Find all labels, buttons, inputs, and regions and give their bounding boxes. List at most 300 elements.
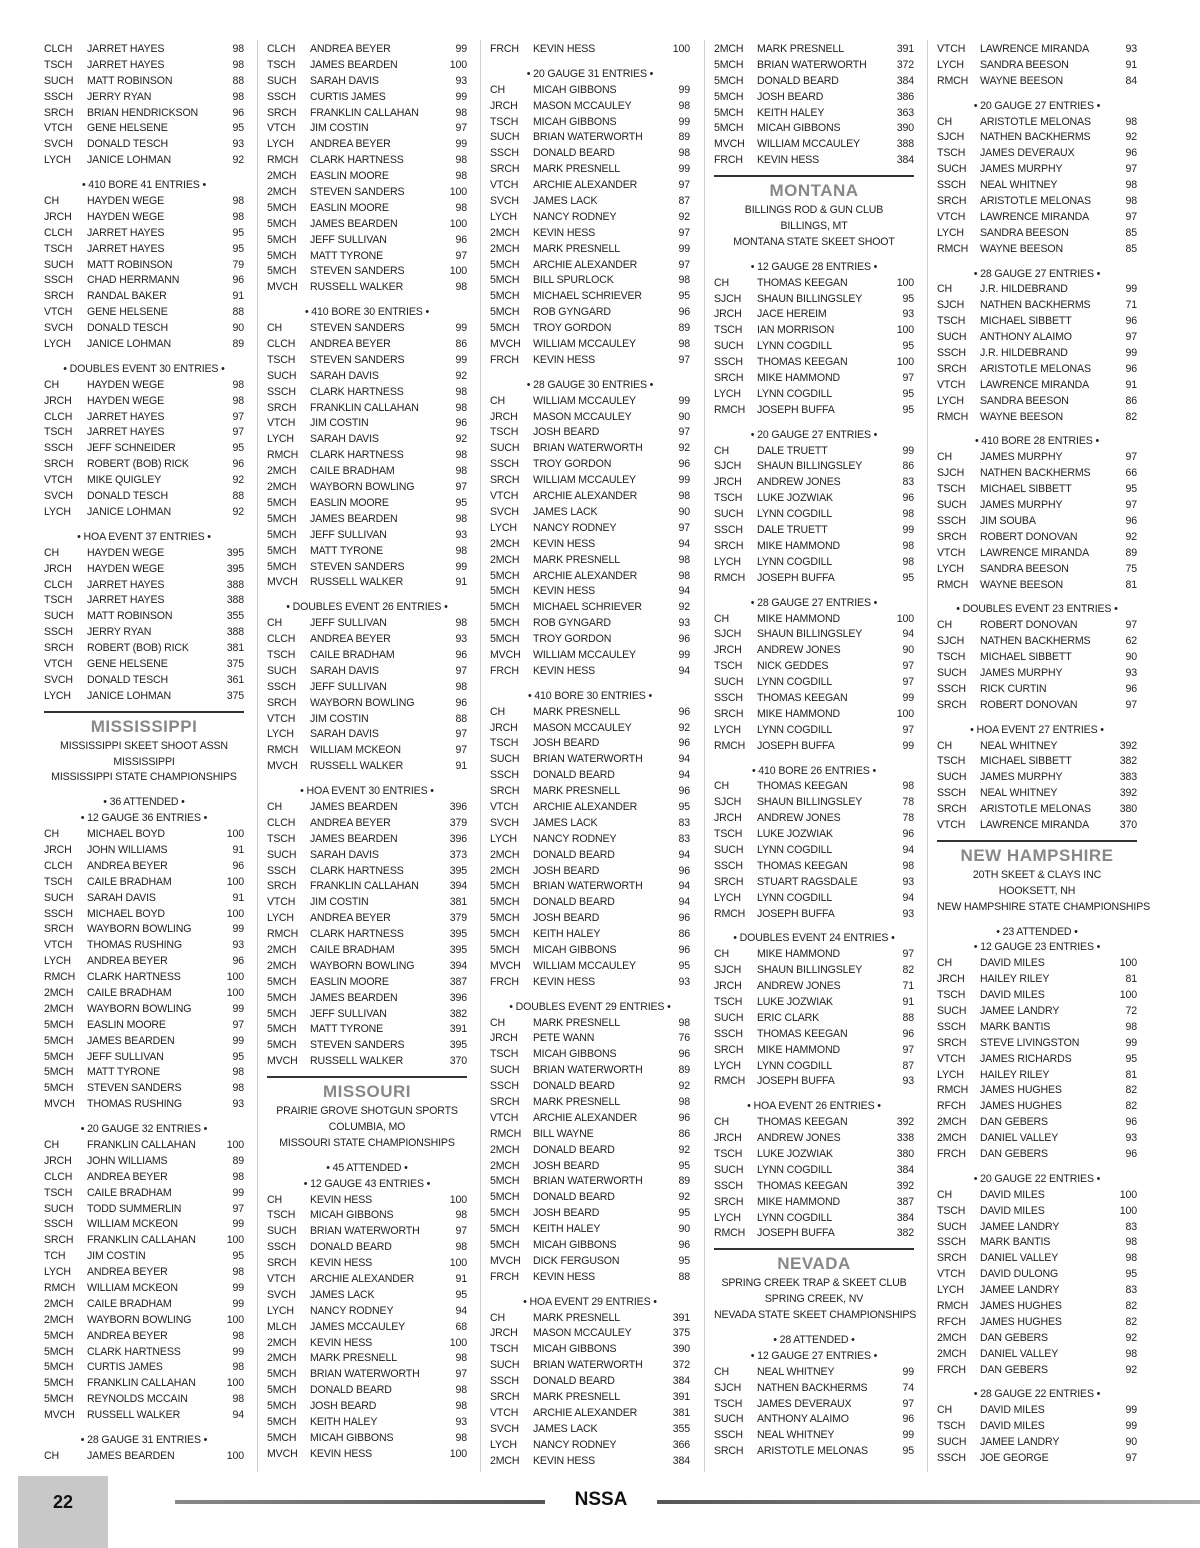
score: 94 (902, 628, 914, 641)
result-row (937, 1068, 1137, 1084)
result-row (937, 1315, 1137, 1331)
score: 97 (1125, 210, 1137, 223)
spacer (714, 251, 914, 260)
result-row (937, 562, 1137, 578)
score: 97 (1125, 163, 1137, 176)
class-code: SRCH (490, 474, 520, 487)
shooter-name: RUSSELL WALKER (310, 281, 404, 294)
shooter-name: DAVID MILES (980, 957, 1045, 970)
spacer (937, 258, 1137, 267)
result-row (937, 1188, 1137, 1204)
score: 100 (449, 186, 467, 199)
score: 375 (226, 657, 244, 670)
result-row (44, 489, 244, 505)
class-code: CH (937, 1188, 953, 1201)
class-code: RMCH (937, 1300, 969, 1313)
score: 97 (902, 660, 914, 673)
class-code: LYCH (44, 154, 71, 167)
shooter-name: JOSEPH BUFFA (757, 403, 835, 416)
event-header: • 12 GAUGE 36 ENTRIES • (80, 812, 208, 825)
score: 93 (1125, 43, 1137, 55)
score: 95 (1125, 1052, 1137, 1065)
result-row (490, 162, 690, 178)
shoot-info: PRAIRIE GROVE SHOTGUN SPORTS (276, 1105, 458, 1118)
shooter-name: MARK PRESNELL (533, 1391, 620, 1404)
score: 95 (678, 290, 690, 303)
class-code: TSCH (267, 58, 296, 71)
shooter-name: BRIAN WATERWORTH (533, 442, 643, 455)
result-row (937, 1419, 1137, 1435)
shooter-name: RUSSELL WALKER (310, 576, 404, 589)
result-row (267, 401, 467, 417)
result-row (490, 784, 690, 800)
result-row (937, 956, 1137, 972)
shooter-name: GENE HELSENE (87, 306, 168, 319)
shooter-name: ROBERT DONOVAN (980, 530, 1078, 543)
shoot-info: MISSISSIPPI (113, 755, 175, 768)
shooter-name: BRIAN WATERWORTH (533, 1064, 643, 1077)
shooter-name: WILLIAM MCKEON (310, 744, 401, 757)
result-row (490, 1270, 690, 1286)
shooter-name: HAYDEN WEGE (87, 378, 165, 391)
result-row (490, 321, 690, 337)
result-row (44, 1202, 244, 1218)
class-code: VTCH (937, 210, 966, 223)
result-row (267, 1288, 467, 1304)
score: 87 (902, 1059, 914, 1072)
shooter-name: ANDREW JONES (757, 980, 841, 993)
result-row (267, 416, 467, 432)
shooter-name: MICHAEL BOYD (87, 828, 165, 841)
class-code: 5MCH (44, 1377, 74, 1390)
shooter-name: STEVEN SANDERS (310, 265, 405, 278)
score: 98 (455, 449, 467, 462)
class-code: LYCH (714, 1059, 741, 1072)
shooter-name: DONALD BEARD (533, 1143, 615, 1156)
shooter-name: JOSH BEARD (533, 1207, 600, 1220)
shooter-name: LUKE JOZWIAK (757, 492, 833, 505)
shooter-name: NEAL WHITNEY (980, 179, 1058, 192)
shooter-name: WAYNE BEESON (980, 74, 1063, 87)
score: 98 (455, 1431, 467, 1444)
result-row (490, 337, 690, 353)
result-row (714, 1365, 914, 1381)
shooter-name: DONALD BEARD (533, 1080, 615, 1093)
score: 98 (232, 1082, 244, 1095)
class-code: TSCH (937, 1420, 966, 1433)
shooter-name: WILLIAM MCCAULEY (533, 648, 636, 661)
score: 97 (455, 481, 467, 494)
shooter-name: CAILE BRADHAM (310, 465, 395, 478)
class-code: FRCH (490, 664, 519, 677)
class-code: VTCH (490, 179, 519, 192)
column-2 (267, 42, 467, 1463)
score: 96 (678, 458, 690, 471)
shooter-name: RUSSELL WALKER (310, 760, 404, 773)
class-code: 2MCH (937, 1116, 967, 1129)
shooter-name: SANDRA BEESON (980, 226, 1069, 239)
shooter-name: BRIAN WATERWORTH (757, 58, 867, 71)
spacer (490, 680, 690, 689)
spacer (714, 1324, 914, 1333)
result-row (490, 210, 690, 226)
result-row (937, 1147, 1137, 1163)
score: 100 (226, 1139, 244, 1151)
class-code: SUCH (44, 74, 74, 87)
shooter-name: SHAUN BILLINGSLEY (757, 460, 863, 473)
score: 96 (902, 1413, 914, 1426)
spacer (267, 591, 467, 600)
class-code: 2MCH (937, 1331, 967, 1344)
result-row (267, 544, 467, 560)
class-code: CH (44, 195, 60, 208)
score: 370 (449, 1055, 467, 1068)
class-code: VTCH (937, 378, 966, 391)
shooter-name: ARCHIE ALEXANDER (533, 490, 638, 503)
class-code: LYCH (714, 723, 741, 736)
result-row (267, 201, 467, 217)
class-code: VTCH (44, 939, 73, 952)
class-code: 2MCH (267, 959, 297, 972)
shooter-name: BILL WAYNE (533, 1127, 594, 1140)
result-row (714, 74, 914, 90)
class-code: 5MCH (490, 928, 520, 941)
shooter-name: SARAH DAVIS (310, 664, 379, 677)
score: 97 (678, 179, 690, 192)
class-code: TSCH (937, 315, 966, 328)
result-row (714, 947, 914, 963)
class-code: TSCH (714, 324, 743, 337)
shooter-name: ERIC CLARK (757, 1011, 820, 1024)
class-code: TSCH (714, 660, 743, 673)
score: 95 (678, 800, 690, 813)
score: 99 (902, 691, 914, 704)
score: 91 (232, 891, 244, 904)
score: 95 (232, 226, 244, 239)
class-code: SVCH (490, 505, 519, 518)
score: 98 (232, 378, 244, 391)
result-row (714, 491, 914, 507)
result-row (490, 178, 690, 194)
result-row (714, 1059, 914, 1075)
shooter-name: ANDREW JONES (757, 644, 841, 657)
score: 383 (1119, 771, 1137, 784)
result-row (937, 146, 1137, 162)
score: 91 (902, 995, 914, 1008)
score: 96 (678, 737, 690, 750)
shooter-name: KEVIN HESS (533, 664, 596, 677)
score: 89 (232, 338, 244, 351)
class-code: SRCH (714, 1195, 744, 1208)
shooter-name: ARCHIE ALEXANDER (533, 179, 638, 192)
class-code: 5MCH (267, 496, 297, 509)
shooter-name: ROBERT (BOB) RICK (87, 458, 189, 471)
score: 98 (455, 170, 467, 183)
shooter-name: MICHAEL SIBBETT (980, 755, 1072, 768)
shooter-name: LAWRENCE MIRANDA (980, 546, 1090, 559)
result-row (267, 991, 467, 1007)
score: 338 (896, 1132, 914, 1145)
class-code: CH (937, 739, 953, 752)
result-row (714, 1195, 914, 1211)
shooter-name: JAMES RICHARDS (980, 1052, 1072, 1065)
result-row (44, 505, 244, 521)
class-code: MVCH (490, 1254, 521, 1267)
result-row (937, 1220, 1137, 1236)
shooter-name: JIM COSTIN (310, 417, 369, 430)
result-row (937, 1204, 1137, 1220)
score: 100 (896, 324, 914, 337)
shooter-name: LYNN COGDILL (757, 1211, 833, 1224)
result-row (44, 321, 244, 337)
class-code: SRCH (714, 539, 744, 552)
shooter-name: ARCHIE ALEXANDER (533, 258, 638, 271)
result-row (267, 217, 467, 233)
shooter-name: KEVIN HESS (533, 1454, 596, 1467)
score: 97 (455, 1225, 467, 1238)
result-row (44, 1170, 244, 1186)
shooter-name: SHAUN BILLINGSLEY (757, 628, 863, 641)
result-row (267, 1054, 467, 1070)
result-row (44, 457, 244, 473)
shooter-name: SHAUN BILLINGSLEY (757, 292, 863, 305)
class-code: SRCH (714, 372, 744, 385)
score: 99 (232, 1345, 244, 1358)
shooter-name: DONALD TESCH (87, 673, 169, 686)
score: 71 (902, 980, 914, 993)
class-code: VTCH (44, 474, 73, 487)
score: 99 (902, 444, 914, 457)
shooter-name: HAYDEN WEGE (87, 195, 165, 208)
shooter-name: JEFF SULLIVAN (310, 617, 387, 630)
shooter-name: HAILEY RILEY (980, 1068, 1050, 1081)
shooter-name: EASLIN MOORE (310, 201, 389, 214)
result-row (44, 1002, 244, 1018)
result-row (490, 816, 690, 832)
class-code: RMCH (714, 739, 746, 752)
class-code: JRCH (44, 562, 72, 575)
class-code: SSCH (267, 680, 296, 693)
score: 98 (1125, 115, 1137, 128)
result-row (267, 1431, 467, 1447)
result-row (267, 1256, 467, 1272)
score: 82 (902, 964, 914, 977)
shooter-name: STEVE LIVINGSTON (980, 1036, 1080, 1049)
result-row (490, 353, 690, 369)
result-row (490, 289, 690, 305)
class-code: SUCH (267, 848, 297, 861)
class-code: MVCH (44, 1098, 75, 1111)
result-row (937, 450, 1137, 466)
score: 94 (678, 896, 690, 909)
score: 92 (1125, 530, 1137, 543)
class-code: SSCH (937, 787, 966, 800)
score: 93 (232, 939, 244, 952)
event-header: • HOA EVENT 26 ENTRIES • (747, 1100, 881, 1113)
shooter-name: DONALD BEARD (533, 848, 615, 861)
result-row (44, 593, 244, 609)
shooter-name: MATT TYRONE (310, 544, 384, 557)
score: 96 (678, 633, 690, 646)
class-code: SUCH (714, 1413, 744, 1426)
result-row (267, 496, 467, 512)
shooter-name: MARK PRESNELL (310, 1352, 397, 1365)
class-code: 2MCH (267, 465, 297, 478)
shooter-name: JANICE LOHMAN (87, 154, 171, 167)
class-code: SSCH (714, 1429, 743, 1442)
score: 90 (902, 644, 914, 657)
result-row (490, 1311, 690, 1327)
result-row (44, 641, 244, 657)
result-row (44, 58, 244, 74)
score: 98 (232, 1066, 244, 1079)
class-code: 5MCH (44, 1361, 74, 1374)
score: 97 (678, 521, 690, 534)
result-row (44, 210, 244, 226)
shooter-name: JEFF SULLIVAN (310, 233, 387, 246)
score: 89 (678, 1175, 690, 1188)
class-code: RMCH (714, 907, 746, 920)
class-code: JRCH (937, 973, 965, 986)
class-code: SUCH (714, 676, 744, 689)
shooter-name: JAMES BEARDEN (87, 1034, 175, 1047)
score: 98 (1125, 1020, 1137, 1033)
shooter-name: WAYBORN BOWLING (87, 1002, 192, 1015)
shooter-name: CLARK HARTNESS (310, 928, 404, 941)
shooter-name: KEVIN HESS (310, 1257, 373, 1270)
shooter-name: JAMES LACK (533, 816, 598, 829)
class-code: VTCH (937, 1052, 966, 1065)
result-row (44, 337, 244, 353)
class-code: SJCH (714, 796, 742, 809)
class-code: RMCH (44, 1282, 76, 1295)
class-code: TSCH (44, 242, 73, 255)
class-code: 5MCH (714, 122, 744, 135)
state-title: MONTANA (714, 175, 914, 203)
shooter-name: JACE HEREIM (757, 308, 827, 321)
score: 95 (902, 1445, 914, 1458)
score: 99 (455, 353, 467, 366)
shooter-name: DAVID MILES (980, 1204, 1045, 1217)
class-code: VTCH (937, 818, 966, 831)
class-code: CH (44, 546, 60, 559)
shooter-name: MASON MCCAULEY (533, 410, 632, 423)
score: 92 (1125, 1363, 1137, 1376)
shooter-name: JIM COSTIN (87, 1250, 146, 1263)
shooter-name: KEVIN HESS (310, 1193, 373, 1206)
shooter-name: WAYNE BEESON (980, 578, 1063, 591)
score: 79 (232, 258, 244, 271)
event-header: • 20 GAUGE 22 ENTRIES • (973, 1172, 1101, 1185)
score: 92 (678, 1191, 690, 1204)
result-row (44, 1329, 244, 1345)
score: 91 (1125, 378, 1137, 391)
result-row (714, 355, 914, 371)
result-row (714, 627, 914, 643)
class-code: SRCH (267, 880, 297, 893)
score: 95 (1125, 483, 1137, 496)
shooter-name: DONALD BEARD (310, 1241, 392, 1254)
shooter-name: JOSH BEARD (533, 1159, 600, 1172)
score: 391 (672, 1391, 690, 1404)
score: 100 (226, 1313, 244, 1326)
shoot-info: MONTANA STATE SKEET SHOOT (733, 235, 895, 248)
shooter-name: CAILE BRADHAM (87, 875, 172, 888)
result-row (267, 1240, 467, 1256)
result-row (490, 42, 690, 58)
class-code: LYCH (937, 394, 964, 407)
shooter-name: MIKE HAMMOND (757, 1195, 840, 1208)
class-code: TSCH (490, 737, 519, 750)
score: 373 (449, 848, 467, 861)
score: 98 (455, 1209, 467, 1222)
class-code: VTCH (490, 490, 519, 503)
result-row (44, 625, 244, 641)
shooter-name: NATHEN BACKHERMS (980, 131, 1091, 144)
shooter-name: JAMES BEARDEN (310, 512, 398, 525)
class-code: SRCH (490, 163, 520, 176)
score: 99 (455, 560, 467, 573)
class-code: TSCH (490, 1343, 519, 1356)
column-divider (480, 40, 481, 1472)
shooter-name: DAVID MILES (980, 989, 1045, 1002)
result-row (937, 1363, 1137, 1379)
class-code: FRCH (490, 43, 519, 55)
shooter-name: NANCY RODNEY (533, 521, 617, 534)
score: 85 (1125, 226, 1137, 239)
result-row (490, 1390, 690, 1406)
shooter-name: STEVEN SANDERS (310, 560, 405, 573)
shooter-name: MICAH GIBBONS (533, 943, 617, 956)
score: 94 (678, 537, 690, 550)
event-header: • 20 GAUGE 32 ENTRIES • (80, 1123, 208, 1136)
class-code: RFCH (937, 1100, 966, 1113)
score: 100 (672, 43, 690, 55)
result-row (937, 1283, 1137, 1299)
shooter-name: MATT ROBINSON (87, 610, 173, 623)
shooter-name: MARK PRESNELL (533, 705, 620, 718)
score: 97 (455, 1368, 467, 1381)
result-row (714, 963, 914, 979)
shooter-name: MIKE HAMMOND (757, 539, 840, 552)
result-row (714, 387, 914, 403)
shooter-name: DONALD BEARD (533, 1191, 615, 1204)
class-code: TSCH (44, 58, 73, 71)
class-code: 2MCH (44, 986, 74, 999)
class-code: 5MCH (490, 1223, 520, 1236)
class-code: RMCH (490, 1127, 522, 1140)
shooter-name: CAILE BRADHAM (87, 1297, 172, 1310)
score: 83 (1125, 1220, 1137, 1233)
result-row (714, 307, 914, 323)
class-code: LYCH (267, 433, 294, 446)
class-code: SRCH (267, 696, 297, 709)
score: 384 (896, 1211, 914, 1224)
class-code: 5MCH (267, 201, 297, 214)
shooter-name: JOHN WILLIAMS (87, 843, 168, 856)
class-code: 2MCH (490, 1159, 520, 1172)
class-code: SJCH (714, 628, 742, 641)
shooter-name: NEAL WHITNEY (980, 787, 1058, 800)
result-row (490, 1095, 690, 1111)
shooter-name: ROBERT DONOVAN (980, 619, 1078, 632)
result-row (490, 194, 690, 210)
shooter-name: ANDREA BEYER (310, 138, 391, 151)
event-header: • 410 BORE 30 ENTRIES • (304, 306, 430, 319)
result-row (44, 194, 244, 210)
shooter-name: LYNN COGDILL (757, 843, 833, 856)
result-row (714, 907, 914, 923)
